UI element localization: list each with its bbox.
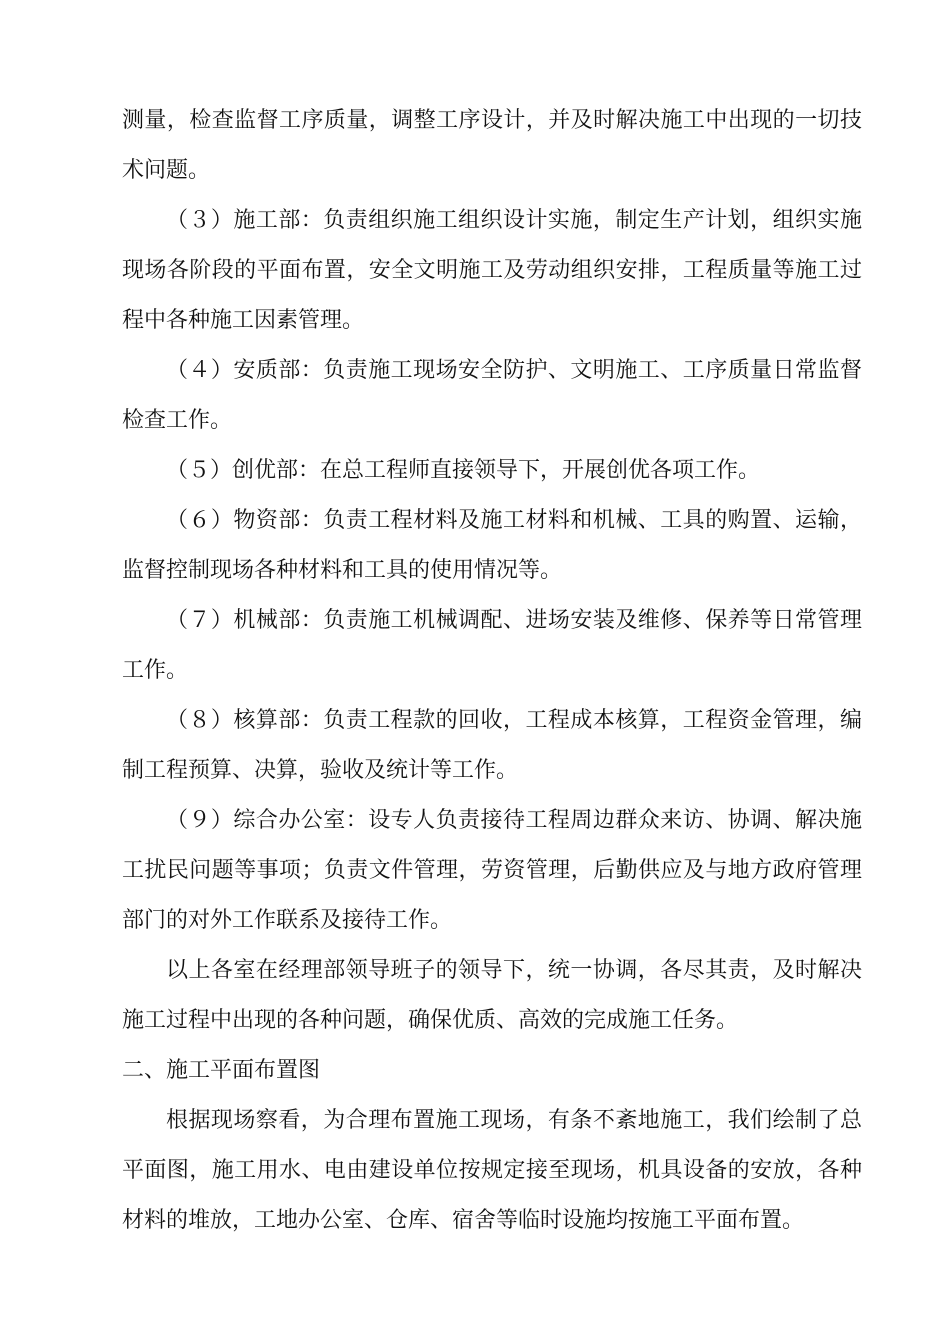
paragraph-accounting-dept: （８）核算部：负责工程款的回收，工程成本核算，工程资金管理，编制工程预算、决算，验收及统计等工作。 — [122, 708, 862, 783]
paragraph-general-office: （９）综合办公室：设专人负责接待工程周边群众来访、协调、解决施工扰民问题等事项；负责文件管理，劳资管理，后勤供应及与地方政府管理部门的对外工作联系及接待工作。 — [122, 808, 862, 933]
paragraph-excellence-dept: （５）创优部：在总工程师直接领导下，开展创优各项工作。 — [166, 458, 761, 483]
paragraph-safety-quality-dept: （４）安质部：负责施工现场安全防护、文明施工、工序质量日常监督检查工作。 — [122, 358, 862, 433]
paragraph-continuation: 测量，检查监督工序质量，调整工序设计，并及时解决施工中出现的一切技术问题。 — [122, 108, 862, 183]
document-page — [122, 96, 862, 1246]
paragraph-site-layout: 根据现场察看，为合理布置施工现场，有条不紊地施工，我们绘制了总平面图，施工用水、电由建设单位按规定接至现场，机具设备的安放，各种材料的堆放，工地办公室、仓库、宿舍等临时设施均按施工平面布置。 — [122, 1108, 862, 1233]
paragraph-machinery-dept: （７）机械部：负责施工机械调配、进场安装及维修、保养等日常管理工作。 — [122, 608, 862, 683]
paragraph-materials-dept: （６）物资部：负责工程材料及施工材料和机械、工具的购置、运输，监督控制现场各种材料和工具的使用情况等。 — [122, 508, 862, 583]
paragraph-construction-dept: （３）施工部：负责组织施工组织设计实施，制定生产计划，组织实施现场各阶段的平面布置，安全文明施工及劳动组织安排，工程质量等施工过程中各种施工因素管理。 — [122, 208, 862, 333]
section-heading: 二、施工平面布置图 — [122, 1058, 321, 1083]
paragraph-summary: 以上各室在经理部领导班子的领导下，统一协调，各尽其责，及时解决施工过程中出现的各种问题，确保优质、高效的完成施工任务。 — [122, 958, 862, 1033]
